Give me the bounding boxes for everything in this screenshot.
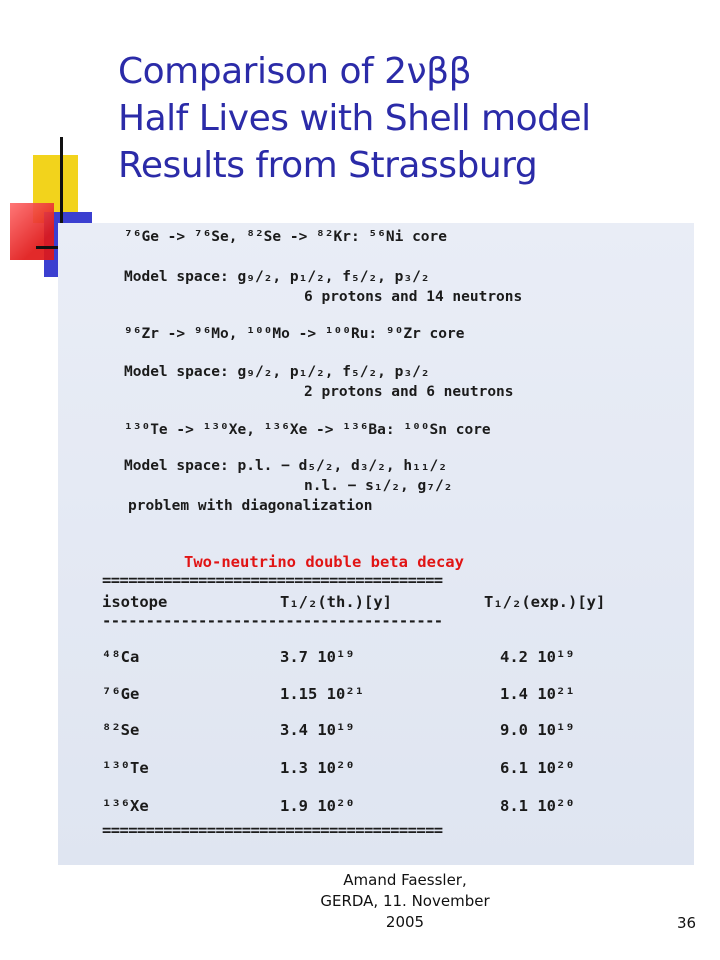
row-5-isotope: ¹³⁶Xe — [102, 797, 149, 815]
row-2-isotope: ⁷⁶Ge — [102, 685, 140, 703]
footer-author: Amand Faessler, — [343, 871, 467, 889]
separator-double-bottom: ======================================= — [102, 821, 443, 839]
row-2-experiment: 1.4 10²¹ — [500, 685, 575, 703]
row-2-theory: 1.15 10²¹ — [280, 685, 364, 703]
decor-red-square — [10, 203, 54, 260]
scan-line-2: Model space: g₉/₂, p₁/₂, f₅/₂, p₃/₂ — [124, 269, 430, 285]
row-5-experiment: 8.1 10²⁰ — [500, 797, 575, 815]
separator-single: --------------------------------------- — [102, 612, 443, 630]
separator-double-top: ======================================= — [102, 571, 443, 589]
row-3-theory: 3.4 10¹⁹ — [280, 721, 355, 739]
scan-line-9: n.l. − s₁/₂, g₇/₂ — [304, 478, 453, 494]
scan-line-8: Model space: p.l. − d₅/₂, d₃/₂, h₁₁/₂ — [124, 458, 448, 474]
scan-line-7: ¹³⁰Te -> ¹³⁰Xe, ¹³⁶Xe -> ¹³⁶Ba: ¹⁰⁰Sn core — [124, 422, 491, 438]
slide-footer — [305, 870, 505, 933]
row-1-theory: 3.7 10¹⁹ — [280, 648, 355, 666]
footer-event: GERDA, 11. November — [320, 892, 490, 910]
scan-line-10: problem with diagonalization — [128, 498, 373, 514]
footer-year: 2005 — [385, 913, 425, 931]
row-4-experiment: 6.1 10²⁰ — [500, 759, 575, 777]
row-4-isotope: ¹³⁰Te — [102, 759, 149, 777]
scan-line-4: ⁹⁶Zr -> ⁹⁶Mo, ¹⁰⁰Mo -> ¹⁰⁰Ru: ⁹⁰Zr core — [124, 326, 465, 342]
scanned-image — [58, 223, 694, 865]
row-3-experiment: 9.0 10¹⁹ — [500, 721, 575, 739]
title-line-3: Results from Strassburg — [118, 145, 538, 186]
header-isotope: isotope — [102, 593, 168, 611]
row-1-experiment: 4.2 10¹⁹ — [500, 648, 575, 666]
slide-title — [118, 48, 698, 189]
row-5-theory: 1.9 10²⁰ — [280, 797, 355, 815]
scan-line-5: Model space: g₉/₂, p₁/₂, f₅/₂, p₃/₂ — [124, 364, 430, 380]
title-line-1: Comparison of 2νββ — [118, 51, 472, 92]
row-3-isotope: ⁸²Se — [102, 721, 140, 739]
header-theory: T₁/₂(th.)[y] — [280, 593, 392, 611]
page-number: 36 — [677, 914, 697, 932]
scan-line-1: ⁷⁶Ge -> ⁷⁶Se, ⁸²Se -> ⁸²Kr: ⁵⁶Ni core — [124, 229, 448, 245]
row-1-isotope: ⁴⁸Ca — [102, 648, 140, 666]
scan-line-6: 2 protons and 6 neutrons — [304, 384, 514, 400]
title-line-2: Half Lives with Shell model — [118, 98, 591, 139]
scan-line-3: 6 protons and 14 neutrons — [304, 289, 523, 305]
header-experiment: T₁/₂(exp.)[y] — [484, 593, 606, 611]
row-4-theory: 1.3 10²⁰ — [280, 759, 355, 777]
table-caption: Two-neutrino double beta decay — [184, 553, 464, 571]
